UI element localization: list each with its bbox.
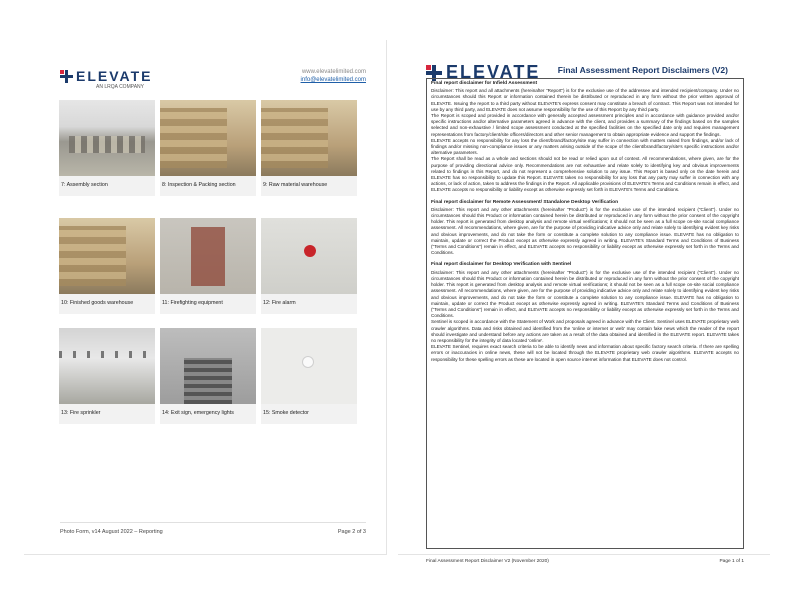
elevate-plus-icon — [60, 70, 73, 83]
paragraph: ELEVATE accepts no responsibility for any loss the client/brand/factory/site may suffer in connection with matters raised from findings, and/or lack of findings and/or missing non-compliance issues or any matters arising outside of the scope of the client/brand/factory/site's specific instructions and/or alternative parameters. — [431, 137, 739, 156]
elevate-logo — [60, 68, 153, 84]
paragraph: ELEVATE Sentinel, requires exact search criteria to be able to identify news and information about specific factory search criteria. If there are spelling errors or inaccuracies in online news, these will not be located through the ELEVATE proprietary web crawler algorithms. ELEVATE accepts no responsibility for these spelling errors as these are located in open source internet information that ELEVATE does not control. — [431, 344, 739, 362]
paragraph: Sentinel is scoped in accordance with the Statement of Work and proposals agreed in advance with the Client. Sentinel uses ELEVATE proprietary web crawler algorithms. Data and risks obtained and identified from the 'online or internet or web' may contain fake news which the reader of the report should investigate and understand before any actions are taken as a result of the data obtained and identified in the ELEVATE report. ELEVATE takes no responsibility for the integrity of data located 'online'. — [431, 319, 739, 343]
photo-caption: 10: Finished goods warehouse — [59, 294, 155, 314]
photo-caption: 7: Assembly section — [59, 176, 155, 196]
photo-form-page — [24, 40, 387, 555]
photo-cell — [59, 218, 155, 314]
paragraph: The Report shall be read as a whole and sections should not be read or relied upon out of context. All recommendations, where given, are for the purpose of providing directional advice only. Recommendations are not exhaustive and relate solely to identifying key and obvious improvements related to findings in this Report, and do not represent a comprehensive solution to any issue. This Report is based only on the date herein and ELEVATE has no responsibility to update this Report. ELEVATE takes no responsibility for any loss that any party may suffer in connection with any actions, or lack of action, taken to address the findings in the Report. All applicable provisions of ELEVATE's Terms and Conditions remain in effect, and ELEVATE accepts no responsibility or liability except as otherwise expressly set forth in ELEVATE's Terms and Conditions. — [431, 156, 739, 193]
photo-cell — [160, 328, 256, 424]
photo-smoke-detector — [261, 328, 357, 404]
photo-caption: 13: Fire sprinkler — [59, 404, 155, 424]
paragraph: Disclaimer: This report and all attachments (hereinafter "Report") is for the exclusive use of the addressee and intended recipient/company. Under no circumstances should this Report or information contained therein be distributed or reproduced in any form without the prior written approval of ELEVATE. Issuing the report to a third party without ELEVATE's express consent may constitute a breach of contract. This Report was not intended for use by any third party, and ELEVATE does not assume responsibility for the use of this Report by any third party. — [431, 88, 739, 112]
page-footer: Final Assessment Report Disclaimer V2 (November 2020) — [426, 559, 549, 564]
photo-firefighting-equipment — [160, 218, 256, 294]
photo-caption: 14: Exit sign, emergency lights — [160, 404, 256, 424]
photo-caption: 15: Smoke detector — [261, 404, 357, 424]
page-footer: Photo Form, v14 August 2022 – Reporting — [60, 529, 163, 535]
logo-subtitle: AN LRQA COMPANY — [96, 84, 144, 90]
page-title: Final Assessment Report Disclaimers (V2) — [557, 65, 728, 75]
logo-wordmark: ELEVATE — [446, 62, 541, 82]
section-heading: Final report disclaimer for Infield Assessment — [431, 81, 538, 86]
photo-cell — [59, 100, 155, 196]
section-heading: Final report disclaimer for Remote Assessment/ Standalone Desktop Verification — [431, 199, 619, 205]
photo-assembly-section — [59, 100, 155, 176]
photo-fire-sprinkler — [59, 328, 155, 404]
paragraph: Disclaimer: This report and any other attachments (hereinafter "Product") is for the exclusive use of the intended recipient ("Client"). Under no circumstances should this Product or information contained herein be distributed or reproduced in any form without the prior consent of the copyright holder. This report is generated from desktop analysis and remote virtual verifications; it should not be seen as a full scope on-site social compliance assessment. All recommendations, where given, are for the purpose of providing indicative advice only and relate solely to identifying evident key risks and obvious improvements, and do not take the form or constitute a complete solution to any compliance issue. ELEVATE has no obligation to maintain, update or correct the Product except as otherwise expressly agreed in writing. ELEVATE's Standard Terms and Conditions of Business ("Terms and Conditions") remain in effect, and ELEVATE accepts no responsibility or liability except as otherwise expressly set forth in the Terms and Conditions. — [431, 269, 739, 319]
photo-raw-material-warehouse — [261, 100, 357, 176]
paragraph: The Report is scoped and provided in accordance with generally accepted assessment principles and in accordance with guidance provided and/or specific instructions and/or alternative parameters agreed in advance with the client, and provides a summary of the findings based on the samples selected and non-exhaustive / limited scope assessment conducted at the specified facilities on the specified date only and requires management representations from factory/client/site officers/directors and other senior management to obtain appropriate evidence and support the findings. — [431, 113, 739, 137]
photo-caption: 11: Firefighting equipment — [160, 294, 256, 314]
disclaimer-box — [426, 78, 744, 549]
photo-caption: 8: Inspection & Packing section — [160, 176, 256, 196]
photo-finished-goods-warehouse — [59, 218, 155, 294]
photo-cell — [261, 218, 357, 314]
photo-fire-alarm — [261, 218, 357, 294]
email-link[interactable]: info@elevatelimited.com — [300, 77, 366, 83]
logo-wordmark: ELEVATE — [76, 68, 153, 84]
photo-caption: 9: Raw material warehouse — [261, 176, 357, 196]
footer-divider — [60, 522, 366, 523]
page-number: Page 2 of 3 — [337, 529, 366, 535]
photo-cell — [261, 328, 357, 424]
website-link[interactable]: www.elevatelimited.com — [301, 69, 366, 75]
contact-block — [301, 68, 366, 84]
photo-cell — [160, 218, 256, 314]
photo-inspection-packing — [160, 100, 256, 176]
photo-cell — [261, 100, 357, 196]
photo-cell — [160, 100, 256, 196]
page-number: Page 1 of 1 — [719, 559, 744, 564]
photo-caption: 12: Fire alarm — [261, 294, 357, 314]
photo-exit-sign — [160, 328, 256, 404]
disclaimer-page — [398, 40, 770, 564]
section-heading: Final report disclaimer for Desktop Verification with Sentinel — [431, 262, 572, 268]
paragraph: Disclaimer: This report and any other attachments (hereinafter "Product") is for the exclusive use of the intended recipient ("Client"). Under no circumstances should this Product or information contained herein be distributed or reproduced in any form without the prior consent of the copyright holder. This report is generated from desktop analysis and remote virtual verifications; it should not be seen as a full scope on-site social compliance assessment. All recommendations, where given, are for the purpose of providing indicative advice only and relate solely to identifying evident key risks and obvious improvements, and do not take the form or constitute a complete solution to any compliance issue. ELEVATE has no obligation to maintain, update or correct the Product except as otherwise expressly agreed in writing. ELEVATE's Standard Terms and Conditions of Business ("Terms and Conditions") remain in effect, and ELEVATE accepts no responsibility or liability except as otherwise expressly set forth in the Terms and Conditions. — [431, 206, 739, 256]
photo-cell — [59, 328, 155, 424]
